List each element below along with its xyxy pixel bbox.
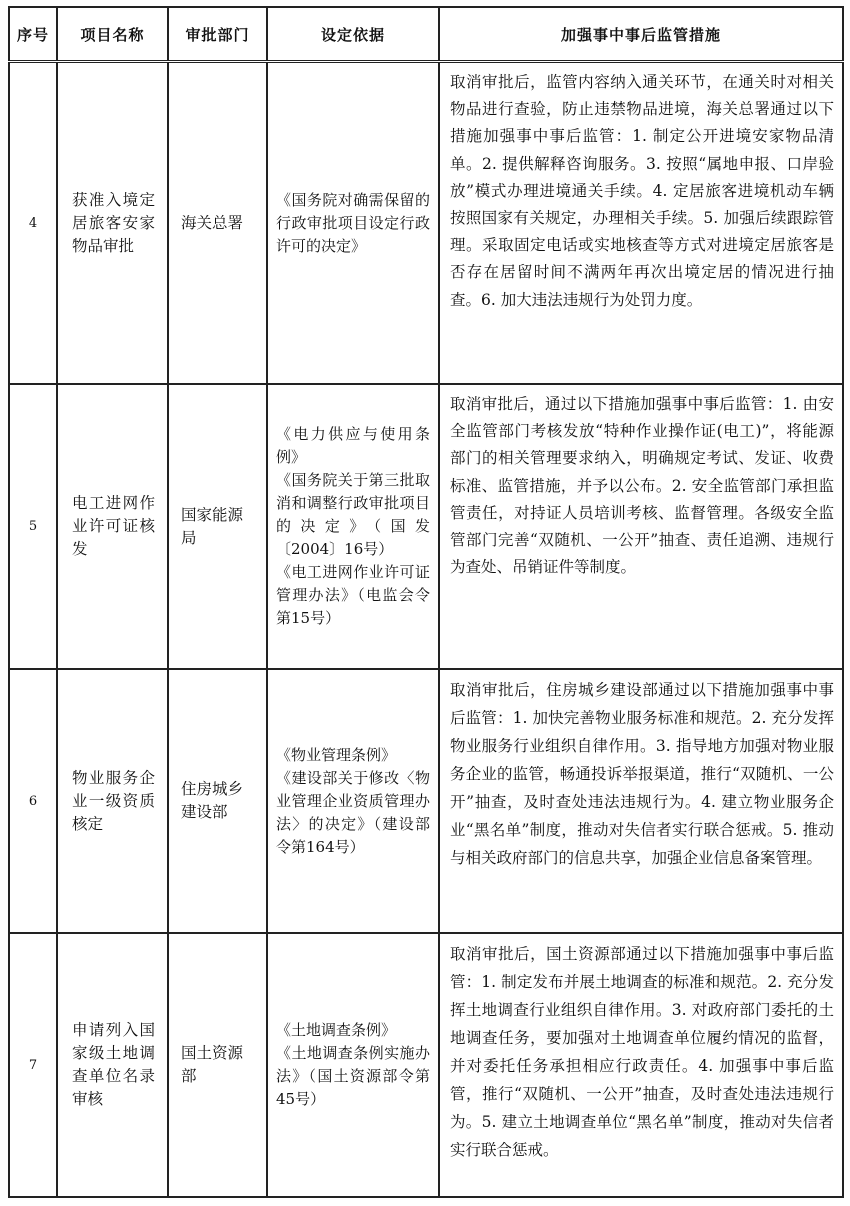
row-approval-dept: 国土资源部 bbox=[181, 1044, 244, 1085]
row-supervision-measures: 取消审批后，通过以下措施加强事中事后监管：1. 由安全监管部门考核发放“特种作业操作证(电工)”，将能源部门的相关管理要求纳入，明确规定考试、发证、收费标准、监管措施，并予以公布。2. 安全监管部门承担监管责任，对持证人员培训考核、监督管理。各级安全监管部门完善“双随机、一公开”抽查、责任追溯、违规行为查处、吊销证件等制度。 bbox=[450, 395, 834, 577]
row-item-name: 获准入境定居旅客安家物品审批 bbox=[72, 190, 155, 255]
row-approval-dept: 住房城乡建设部 bbox=[181, 780, 244, 821]
table-row bbox=[9, 62, 843, 385]
row-supervision-measures: 取消审批后，监管内容纳入通关环节，在通关时对相关物品进行查验，防止违禁物品进境，海关总署通过以下措施加强事中事后监管：1. 制定公开进境安家物品清单。2. 提供解释咨询服务。3. 按照“属地申报、口岸验放”模式办理进境通关手续。4. 定居旅客进境机动车辆按照国家有关规定，办理相关手续。5. 加强后续跟踪管理。采取固定电话或实地核查等方式对进境定居旅客是否存在居留时间不满两年再次出境定居的情况进行抽查。6. 加大违法违规行为处罚力度。 bbox=[450, 73, 834, 309]
row-legal-basis: 《土地调查条例》 bbox=[276, 1021, 397, 1039]
row-legal-basis: 《建设部关于修改〈物业管理企业资质管理办法〉的决定》（建设部令第164号） bbox=[276, 768, 430, 856]
table-row bbox=[9, 384, 843, 669]
row-item-name: 申请列入国家级土地调查单位名录审核 bbox=[72, 1021, 155, 1108]
header-legal-basis: 设定依据 bbox=[267, 7, 439, 62]
row-legal-basis: 《土地调查条例实施办法》（国土资源部令第45号） bbox=[276, 1044, 430, 1108]
row-seq: 7 bbox=[9, 933, 57, 1197]
approval-items-table bbox=[8, 6, 844, 1198]
row-legal-basis: 《国务院对确需保留的行政审批项目设定行政许可的决定》 bbox=[276, 190, 430, 255]
row-supervision-measures: 取消审批后，住房城乡建设部通过以下措施加强事中事后监管：1. 加快完善物业服务标准和规范。2. 充分发挥物业服务行业组织自律作用。3. 指导地方加强对物业服务企业的监管，畅通投诉举报渠道，推行“双随机、一公开”抽查，及时查处违法违规行为。4. 建立物业服务企业“黑名单”制度，推动对失信者实行联合惩戒。5. 推动与相关政府部门的信息共享，加强企业信息备案管理。 bbox=[450, 681, 834, 867]
row-legal-basis: 《电力供应与使用条例》 bbox=[276, 425, 430, 466]
header-supervision-measures: 加强事中事后监管措施 bbox=[439, 7, 843, 62]
row-legal-basis: 《物业管理条例》 bbox=[276, 745, 397, 764]
row-seq: 4 bbox=[9, 62, 57, 385]
row-item-name: 电工进网作业许可证核发 bbox=[72, 494, 155, 558]
row-approval-dept: 海关总署 bbox=[181, 213, 244, 232]
table-row bbox=[9, 933, 843, 1197]
row-legal-basis: 《国务院关于第三批取消和调整行政审批项目的决定》（国发〔2004〕16号） bbox=[276, 471, 430, 558]
row-supervision-measures: 取消审批后，国土资源部通过以下措施加强事中事后监管：1. 制定发布并展土地调查的标准和规范。2. 充分发挥土地调查行业组织自律作用。3. 对政府部门委托的土地调查任务，要加强对土地调查单位履约情况的监督，并对委托任务承担相应行政责任。4. 加强事中事后监管，推行“双随机、一公开”抽查，及时查处违法违规行为。5. 建立土地调查单位“黑名单”制度，推动对失信者实行联合惩戒。 bbox=[450, 945, 834, 1159]
row-seq: 5 bbox=[9, 384, 57, 669]
header-approval-dept: 审批部门 bbox=[168, 7, 267, 62]
header-seq: 序号 bbox=[9, 7, 57, 62]
table-header-row bbox=[9, 7, 843, 62]
header-item-name: 项目名称 bbox=[57, 7, 168, 62]
row-approval-dept: 国家能源局 bbox=[181, 505, 244, 547]
row-seq: 6 bbox=[9, 669, 57, 933]
row-item-name: 物业服务企业一级资质核定 bbox=[72, 768, 155, 833]
table-row bbox=[9, 669, 843, 933]
row-legal-basis: 《电工进网作业许可证管理办法》（电监会令第15号） bbox=[276, 563, 430, 627]
